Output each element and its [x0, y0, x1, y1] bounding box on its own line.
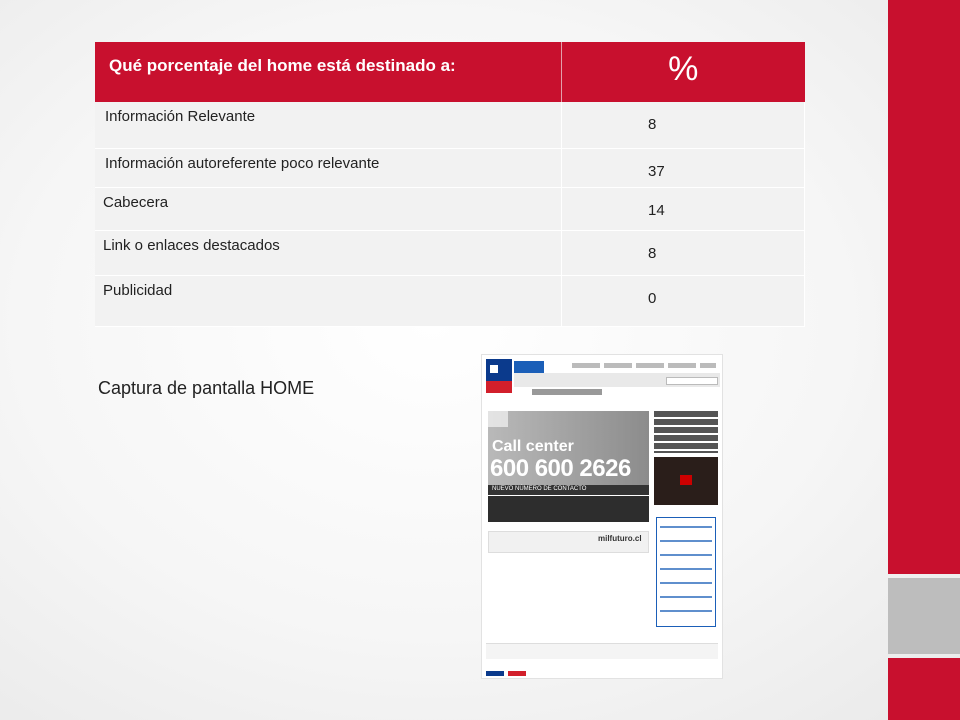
table-cell-label: [95, 102, 562, 149]
site-footer: [486, 643, 718, 659]
percentage-table: [95, 42, 805, 327]
row-value: 14: [648, 202, 665, 219]
side-bar-gray: [888, 578, 960, 654]
table-header-percent: %: [668, 50, 699, 88]
row-value: 8: [648, 245, 657, 262]
promo-brand: milfuturo.cl: [598, 534, 642, 543]
table-header-percent-cell: [562, 42, 805, 102]
row-label: Publicidad: [103, 282, 173, 299]
table-cell-value: [562, 231, 805, 276]
flag-stripe-blue: [486, 671, 504, 676]
table-header-label: Qué porcentaje del home está destinado a:: [109, 56, 456, 75]
hero-call-number: 600 600 2626: [490, 455, 631, 482]
row-label: Cabecera: [103, 194, 169, 211]
top-nav-bar: [572, 363, 716, 368]
search-box: [666, 377, 718, 385]
table-header-label-cell: [95, 42, 562, 102]
table-cell-value: [562, 102, 805, 149]
table-row: [95, 188, 805, 231]
hero-info-boxes: [488, 496, 649, 522]
row-value: 37: [648, 163, 665, 180]
hero-strip-text: NUEVO NÚMERO DE CONTACTO: [492, 486, 587, 492]
table-row: [95, 276, 805, 327]
right-nav-list: [654, 411, 718, 453]
side-bar-red-bottom: [888, 658, 960, 720]
table-row: [95, 149, 805, 188]
video-thumbnail: [654, 457, 718, 505]
table-cell-label: [95, 231, 562, 276]
decorative-side-bar: [888, 0, 960, 720]
row-value: 8: [648, 116, 657, 133]
government-logo-icon: [486, 359, 512, 393]
row-label: Información autoreferente poco relevante: [105, 155, 380, 172]
table-cell-value: [562, 188, 805, 231]
row-label: Información Relevante: [105, 108, 256, 125]
table-header-row: [95, 42, 805, 102]
row-value: 0: [648, 290, 657, 307]
flag-stripe-red: [508, 671, 526, 676]
screenshot-caption: Captura de pantalla HOME: [98, 378, 315, 398]
side-bar-red-top: [888, 0, 960, 574]
table-row: [95, 102, 805, 149]
play-icon: [680, 475, 692, 485]
news-list: [656, 517, 716, 627]
table-cell-label: [95, 276, 562, 327]
hero-logo: [488, 411, 508, 427]
site-menu: [532, 389, 602, 395]
table-cell-value: [562, 149, 805, 188]
table-cell-label: [95, 188, 562, 231]
row-label: Link o enlaces destacados: [103, 237, 280, 254]
table-cell-value: [562, 276, 805, 327]
hero-call-title: Call center: [492, 438, 574, 455]
table-cell-label: [95, 149, 562, 188]
table-row: [95, 231, 805, 276]
homepage-screenshot-image: [481, 354, 723, 679]
